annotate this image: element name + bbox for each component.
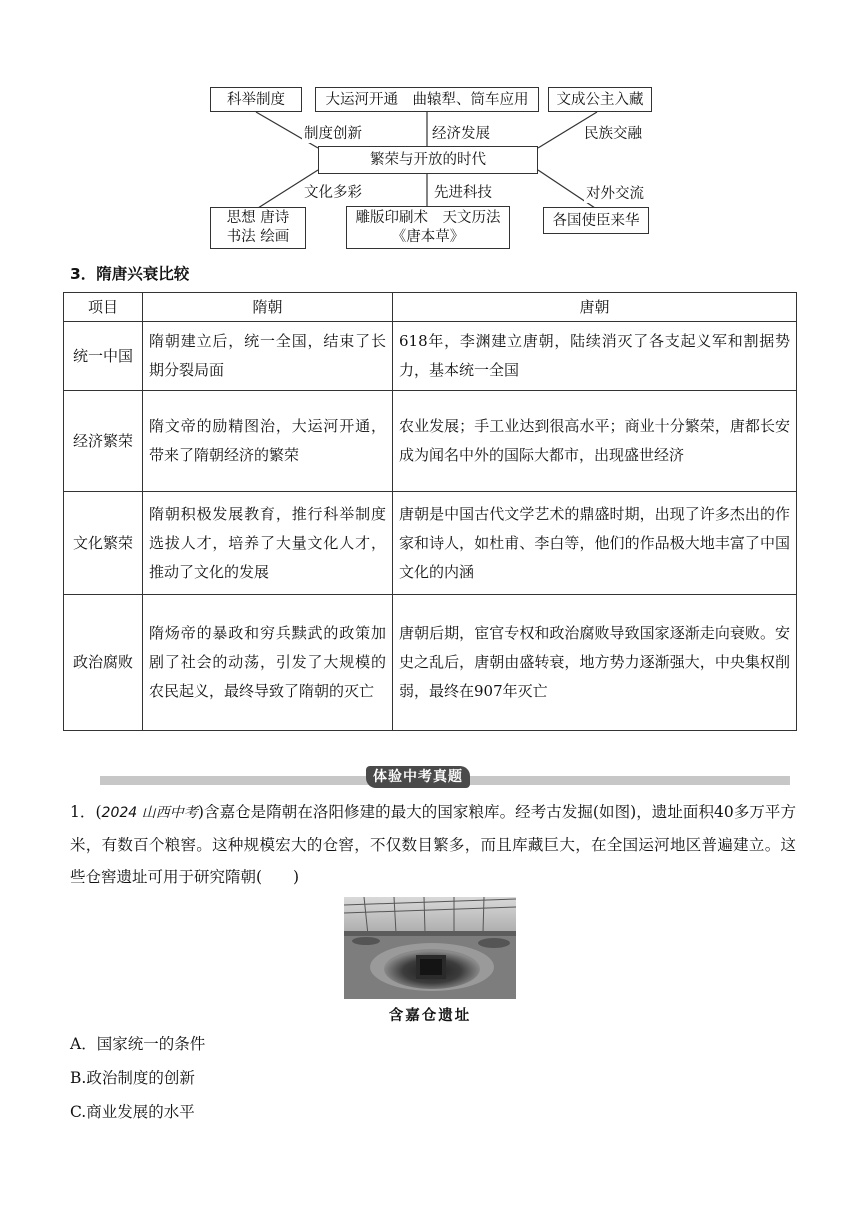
mindmap-label-culture: 文化多彩: [302, 181, 364, 202]
question-body: )含嘉仓是隋朝在洛阳修建的最大的国家粮库。经考古发掘(如图)，遗址面积40多万平方米，有数百个粮窖。这种规模宏大的仓窖，不仅数目繁多，而且库藏巨大，在全国运河地区普遍建立。这些仓窖遗址可用于研究隋朝( ): [70, 803, 796, 886]
table-row: [64, 391, 797, 492]
table-cell-tang: 唐朝是中国古代文学艺术的鼎盛时期，出现了许多杰出的作家和诗人，如杜甫、李白等，他们的作品极大地丰富了中国文化的内涵: [393, 492, 797, 595]
table-row: [64, 322, 797, 391]
mindmap-box-envoys: [543, 207, 649, 234]
table-header-item: 项目: [64, 293, 143, 322]
mindmap-label-ethnic: 民族交融: [582, 122, 644, 143]
section-heading: 3．隋唐兴衰比较: [70, 265, 190, 283]
mindmap-box-wencheng-text: 文成公主入藏: [556, 91, 644, 108]
mindmap-label-institution: 制度创新: [302, 122, 364, 143]
excavation-site-image: [344, 897, 516, 999]
mindmap-box-culture-line2: 书法 绘画: [226, 229, 290, 245]
question-source: 2024 山西中考: [101, 805, 198, 821]
mindmap-box-wencheng: [548, 87, 652, 112]
table-cell-sui: 隋文帝的励精图治，大运河开通，带来了隋朝经济的繁荣: [143, 391, 393, 492]
mindmap-box-economy: [315, 87, 539, 112]
table-cell-sui: 隋炀帝的暴政和穷兵黩武的政策加剧了社会的动荡，引发了大规模的农民起义，最终导致了隋朝的灭亡: [143, 595, 393, 731]
table-header-row: [64, 293, 797, 322]
question-text: [70, 796, 796, 893]
comparison-table: [63, 292, 797, 731]
photo-caption: 含嘉仓遗址: [388, 1007, 472, 1024]
table-cell-tang: 唐朝后期，宦官专权和政治腐败导致国家逐渐走向衰败。安史之乱后，唐朝由盛转衰，地方势力逐渐强大，中央集权削弱，最终在907年灭亡: [393, 595, 797, 731]
table-cell-tang: 农业发展；手工业达到很高水平；商业十分繁荣，唐都长安成为闻名中外的国际大都市，出现盛世经济: [393, 391, 797, 492]
mindmap-box-envoys-text: 各国使臣来华: [552, 212, 640, 229]
mindmap-box-economy-text: 大运河开通 曲辕犁、筒车应用: [325, 91, 529, 108]
table-cell-sui: 隋朝积极发展教育，推行科举制度选拔人才，培养了大量文化人才，推动了文化的发展: [143, 492, 393, 595]
table-cell-item: 文化繁荣: [64, 492, 143, 595]
table-cell-item: 统一中国: [64, 322, 143, 391]
mindmap-label-foreign: 对外交流: [584, 182, 646, 203]
mindmap-box-tech: [346, 206, 510, 249]
mindmap-box-culture: [210, 207, 306, 249]
table-cell-item: 政治腐败: [64, 595, 143, 731]
option-a[interactable]: A．国家统一的条件: [70, 1035, 206, 1053]
mindmap-box-keju-text: 科举制度: [227, 91, 285, 108]
option-b[interactable]: B.政治制度的创新: [70, 1069, 195, 1087]
exam-banner: 体验中考真题: [366, 766, 470, 788]
table-cell-sui: 隋朝建立后，统一全国，结束了长期分裂局面: [143, 322, 393, 391]
hanjiacang-photo: [344, 897, 516, 999]
mindmap-box-culture-line1: 思想 唐诗: [226, 210, 290, 226]
mindmap-label-tech: 先进科技: [432, 181, 494, 202]
mindmap-box-keju: [210, 87, 302, 112]
table-row: [64, 595, 797, 731]
mindmap-center: [318, 146, 538, 174]
table-cell-tang: 618年，李渊建立唐朝，陆续消灭了各支起义军和割据势力，基本统一全国: [393, 322, 797, 391]
mindmap-label-economy: 经济发展: [430, 122, 492, 143]
mindmap-box-tech-line2: 《唐本草》: [391, 228, 465, 245]
mindmap-box-tech-line1: 雕版印刷术 天文历法: [355, 209, 501, 226]
table-header-tang: 唐朝: [393, 293, 797, 322]
option-c[interactable]: C.商业发展的水平: [70, 1103, 195, 1121]
mindmap-center-text: 繁荣与开放的时代: [370, 152, 486, 168]
table-row: [64, 492, 797, 595]
table-header-sui: 隋朝: [143, 293, 393, 322]
table-cell-item: 经济繁荣: [64, 391, 143, 492]
question-number: 1．(: [70, 803, 102, 821]
